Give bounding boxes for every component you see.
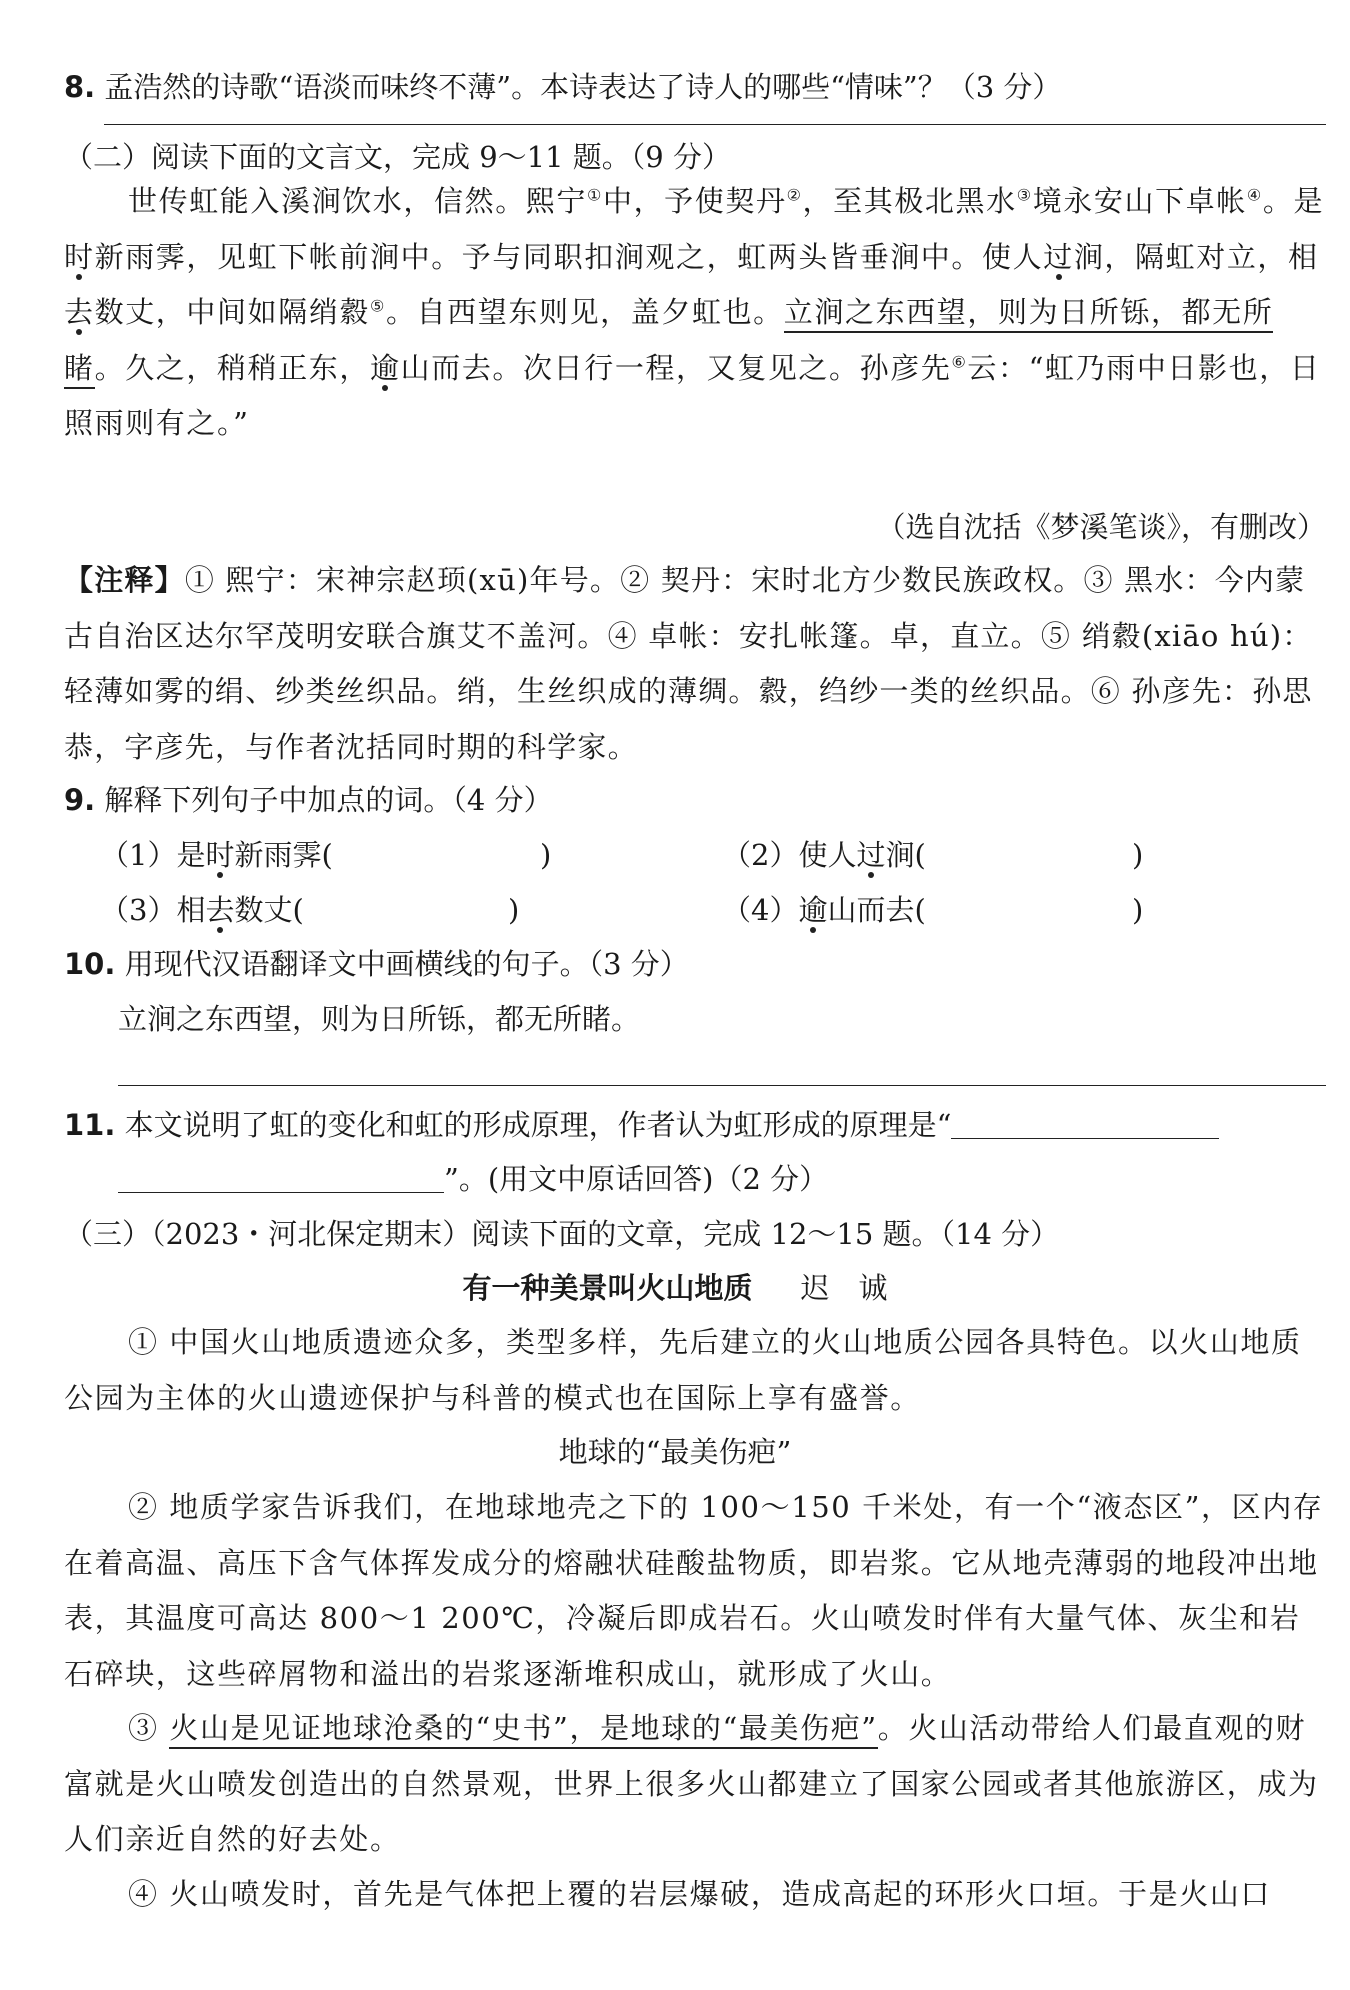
question-11 (64, 1098, 1326, 1153)
underlined-sentence: 立涧之东西望，则为日所铄，都无所睹 (64, 295, 1273, 389)
footnote-marker: ② (786, 185, 803, 205)
classical-passage: 世传虹能入溪涧饮水，信然。熙宁①中，予使契丹②，至其极北黑水③境永安山下卓帐④。是时新雨霁，见虹下帐前涧中。予与同职扣涧观之，虹两头皆垂涧中。使人过涧，隔虹对立，相去数丈，中间如隔绡縠⑤。自西望东则见，盖夕虹也。立涧之东西望，则为日所铄，都无所睹。久之，稍稍正东，逾山而去。次日行一程，又复见之。孙彦先⑥云：“虹乃雨中日影也，日照雨则有之。” (64, 184, 1325, 440)
question-8 (64, 60, 1326, 115)
question-text: 用现代汉语翻译文中画横线的句子。（3 分） (124, 947, 689, 981)
footnote-marker: ④ (1246, 185, 1263, 205)
article-paragraph-1: ① 中国火山地质遗迹众多，类型多样，先后建立的火山地质公园各具特色。以火山地质公园为主体的火山遗迹保护与科普的模式也在国际上享有盛誉。 (64, 1325, 1302, 1415)
q9-item-3-answer[interactable]: ) (508, 893, 520, 927)
footnote-marker: ③ (1016, 185, 1033, 205)
q9-item-4: （4）逾山而去( (722, 893, 926, 927)
question-number: 10. (64, 947, 116, 981)
dotted-word: 逾 (370, 350, 401, 385)
dotted-word: 时 (64, 239, 95, 274)
dotted-word: 时 (205, 838, 235, 872)
q10-sentence: 立涧之东西望，则为日所铄，都无所睹。 (118, 1002, 641, 1036)
footnote-marker: ① (587, 185, 603, 205)
dotted-word: 过 (1043, 239, 1074, 274)
footnote-marker: ⑤ (370, 296, 386, 316)
underlined-sentence: 火山是见证地球沧桑的“史书”，是地球的“最美伤疤” (169, 1711, 877, 1749)
dotted-word: 过 (856, 838, 886, 872)
q9-item-1: （1）是时新雨霁( (100, 838, 333, 872)
annotation-notes (64, 553, 1326, 775)
answer-line[interactable] (118, 1085, 1326, 1086)
q9-item-1-answer[interactable]: ) (540, 838, 552, 872)
notes-text: ① 熙宁：宋神宗赵顼(xū)年号。② 契丹：宋时北方少数民族政权。③ 黑水：今内蒙古自治区达尔罕茂明安联合旗艾不盖河。④ 卓帐：安扎帐篷。卓，直立。⑤ 绡縠(xiāo hú)：轻薄如雾的绢、纱类丝织品。绡，生丝织成的薄绸。縠，绉纱一类的丝织品。⑥ 孙彦先：孙思恭，字彦先，与作者沈括同时期的科学家。 (64, 563, 1313, 764)
article-subtitle: 地球的“最美伤疤” (558, 1435, 792, 1469)
q9-item-4-answer[interactable]: ) (1132, 893, 1144, 927)
article-paragraph-4: ④ 火山喷发时，首先是气体把上覆的岩层爆破，造成高起的环形火口垣。于是火山口 (128, 1877, 1272, 1911)
question-text: 孟浩然的诗歌“语淡而味终不薄”。本诗表达了诗人的哪些“情味”？（3 分） (104, 70, 1062, 104)
question-9 (64, 773, 1326, 828)
article-paragraph-2: ② 地质学家告诉我们，在地球地壳之下的 100～150 千米处，有一个“液态区”，区内存在着高温、高压下含气体挥发成分的熔融状硅酸盐物质，即岩浆。它从地壳薄弱的地段冲出地表，其温度可高达 800～1 200℃，冷凝后即成岩石。火山喷发时伴有大量气体、灰尘和岩石碎块，这些碎屑物和溢出的岩浆逐渐堆积成山，就形成了火山。 (64, 1490, 1324, 1691)
answer-line[interactable] (104, 124, 1326, 125)
question-text: 解释下列句子中加点的词。（4 分） (104, 783, 553, 817)
question-10 (64, 937, 1326, 992)
dotted-word: 去 (205, 893, 235, 927)
section-3-header: （三）（2023・河北保定期末）阅读下面的文章，完成 12～15 题。（14 分） (64, 1217, 1060, 1251)
question-number: 11. (64, 1108, 116, 1142)
question-number: 8. (64, 70, 96, 104)
answer-blank[interactable] (951, 1106, 1219, 1139)
dotted-word: 去 (64, 295, 95, 329)
passage-source: （选自沈括《梦溪笔谈》，有删改） (876, 510, 1326, 544)
section-2-header: （二）阅读下面的文言文，完成 9～11 题。（9 分） (64, 140, 731, 174)
q9-item-2: （2）使人过涧( (722, 838, 926, 872)
article-paragraph-3: ③ 火山是见证地球沧桑的“史书”，是地球的“最美伤疤”。火山活动带给人们最直观的财富就是火山喷发创造出的自然景观，世界上很多火山都建立了国家公园或者其他旅游区，成为人们亲近自然的好去处。 (64, 1711, 1319, 1856)
article-title: 有一种美景叫火山地质 (462, 1271, 753, 1305)
article-author: 迟 诚 (800, 1271, 888, 1305)
question-number: 9. (64, 783, 96, 817)
footnote-marker: ⑥ (951, 351, 968, 371)
answer-blank[interactable] (118, 1160, 444, 1193)
q9-item-2-answer[interactable]: ) (1132, 838, 1144, 872)
question-text: 本文说明了虹的变化和虹的形成原理，作者认为虹形成的原理是“ (124, 1108, 952, 1142)
notes-label: 【注释】 (64, 563, 185, 597)
dotted-word: 逾 (798, 893, 828, 927)
q9-item-3: （3）相去数丈( (100, 893, 304, 927)
question-11-cont: ”。(用文中原话回答)（2 分） (118, 1152, 828, 1207)
article-heading (0, 1261, 1350, 1316)
